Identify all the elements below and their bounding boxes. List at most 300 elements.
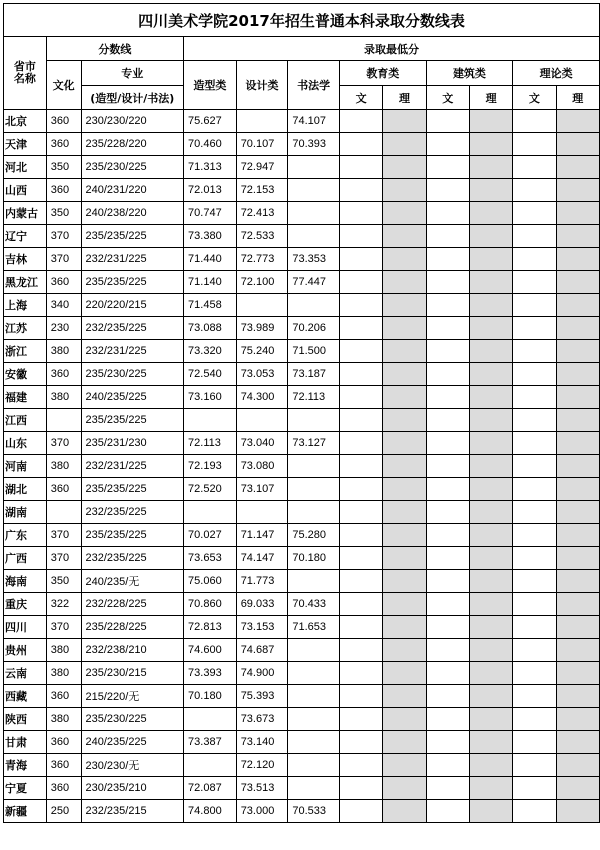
cell-culture: 360	[46, 271, 81, 294]
cell-architecture-arts	[426, 271, 469, 294]
cell-architecture-arts	[426, 777, 469, 800]
cell-modeling: 71.440	[184, 248, 237, 271]
cell-architecture-science	[469, 271, 512, 294]
cell-education-science	[383, 363, 426, 386]
cell-calligraphy: 73.187	[288, 363, 340, 386]
cell-education-arts	[340, 179, 383, 202]
cell-architecture-science	[469, 524, 512, 547]
header-major: 专业	[81, 61, 184, 86]
cell-architecture-arts	[426, 478, 469, 501]
cell-design: 74.147	[236, 547, 288, 570]
cell-modeling: 72.540	[184, 363, 237, 386]
table-row	[4, 639, 600, 662]
table-row	[4, 570, 600, 593]
cell-education-science	[383, 225, 426, 248]
cell-architecture-science	[469, 754, 512, 777]
cell-education-arts	[340, 685, 383, 708]
cell-design: 74.687	[236, 639, 288, 662]
cell-design: 73.989	[236, 317, 288, 340]
cell-architecture-science	[469, 616, 512, 639]
cell-calligraphy	[288, 179, 340, 202]
cell-architecture-science	[469, 432, 512, 455]
cell-education-science	[383, 133, 426, 156]
cell-architecture-science	[469, 593, 512, 616]
cell-culture: 360	[46, 685, 81, 708]
cell-design: 73.053	[236, 363, 288, 386]
cell-architecture-arts	[426, 156, 469, 179]
cell-major: 235/235/225	[81, 524, 184, 547]
header-design: 设计类	[236, 61, 288, 110]
cell-theory-science	[556, 317, 599, 340]
cell-theory-science	[556, 248, 599, 271]
cell-theory-science	[556, 501, 599, 524]
header-culture: 文化	[46, 61, 81, 110]
cell-architecture-arts	[426, 685, 469, 708]
score-table	[3, 3, 600, 823]
cell-theory-science	[556, 731, 599, 754]
cell-province: 北京	[4, 110, 47, 133]
cell-education-arts	[340, 340, 383, 363]
cell-modeling: 73.653	[184, 547, 237, 570]
cell-education-arts	[340, 202, 383, 225]
cell-education-arts	[340, 271, 383, 294]
cell-calligraphy	[288, 731, 340, 754]
cell-theory-arts	[513, 800, 556, 823]
cell-theory-science	[556, 179, 599, 202]
table-body	[4, 110, 600, 823]
cell-theory-arts	[513, 616, 556, 639]
cell-province: 海南	[4, 570, 47, 593]
cell-architecture-arts	[426, 662, 469, 685]
cell-culture: 360	[46, 110, 81, 133]
header-architecture-arts: 文	[426, 86, 469, 110]
cell-design: 73.107	[236, 478, 288, 501]
cell-design	[236, 501, 288, 524]
cell-major: 220/220/215	[81, 294, 184, 317]
cell-province: 青海	[4, 754, 47, 777]
cell-major: 235/231/230	[81, 432, 184, 455]
cell-architecture-science	[469, 409, 512, 432]
cell-culture: 250	[46, 800, 81, 823]
cell-province: 湖南	[4, 501, 47, 524]
cell-province: 黑龙江	[4, 271, 47, 294]
cell-theory-science	[556, 685, 599, 708]
cell-calligraphy: 73.127	[288, 432, 340, 455]
cell-design: 75.240	[236, 340, 288, 363]
cell-design: 73.000	[236, 800, 288, 823]
cell-theory-arts	[513, 524, 556, 547]
cell-education-arts	[340, 662, 383, 685]
cell-theory-arts	[513, 455, 556, 478]
cell-culture: 350	[46, 156, 81, 179]
cell-major: 232/235/225	[81, 317, 184, 340]
header-architecture-science: 理	[469, 86, 512, 110]
cell-design: 74.900	[236, 662, 288, 685]
cell-education-arts	[340, 156, 383, 179]
cell-province: 辽宁	[4, 225, 47, 248]
cell-major: 232/231/225	[81, 248, 184, 271]
table-row	[4, 754, 600, 777]
cell-theory-arts	[513, 110, 556, 133]
cell-education-arts	[340, 432, 383, 455]
cell-theory-science	[556, 593, 599, 616]
cell-theory-science	[556, 800, 599, 823]
cell-design: 72.120	[236, 754, 288, 777]
cell-calligraphy	[288, 639, 340, 662]
cell-theory-science	[556, 340, 599, 363]
cell-education-arts	[340, 547, 383, 570]
cell-theory-arts	[513, 133, 556, 156]
cell-theory-science	[556, 570, 599, 593]
cell-calligraphy	[288, 777, 340, 800]
header-theory: 理论类	[513, 61, 600, 86]
cell-modeling: 71.458	[184, 294, 237, 317]
cell-theory-arts	[513, 202, 556, 225]
cell-education-science	[383, 708, 426, 731]
cell-education-arts	[340, 110, 383, 133]
cell-architecture-arts	[426, 179, 469, 202]
cell-architecture-arts	[426, 570, 469, 593]
cell-calligraphy	[288, 294, 340, 317]
cell-modeling: 73.320	[184, 340, 237, 363]
cell-modeling: 70.747	[184, 202, 237, 225]
cell-education-arts	[340, 777, 383, 800]
cell-modeling: 75.627	[184, 110, 237, 133]
cell-province: 广西	[4, 547, 47, 570]
cell-theory-arts	[513, 501, 556, 524]
cell-architecture-science	[469, 501, 512, 524]
cell-calligraphy: 73.353	[288, 248, 340, 271]
cell-calligraphy	[288, 754, 340, 777]
cell-calligraphy: 70.393	[288, 133, 340, 156]
cell-education-arts	[340, 616, 383, 639]
cell-theory-arts	[513, 294, 556, 317]
cell-major: 235/235/225	[81, 409, 184, 432]
cell-education-science	[383, 156, 426, 179]
cell-theory-arts	[513, 386, 556, 409]
cell-design: 72.100	[236, 271, 288, 294]
cell-culture: 340	[46, 294, 81, 317]
cell-education-arts	[340, 133, 383, 156]
cell-modeling: 72.013	[184, 179, 237, 202]
cell-theory-arts	[513, 156, 556, 179]
cell-theory-science	[556, 777, 599, 800]
cell-design: 72.413	[236, 202, 288, 225]
cell-province: 广东	[4, 524, 47, 547]
cell-province: 贵州	[4, 639, 47, 662]
cell-province: 宁夏	[4, 777, 47, 800]
cell-culture: 380	[46, 708, 81, 731]
header-education-science: 理	[383, 86, 426, 110]
cell-architecture-science	[469, 639, 512, 662]
cell-education-arts	[340, 248, 383, 271]
cell-major: 215/220/无	[81, 685, 184, 708]
cell-province: 甘肃	[4, 731, 47, 754]
cell-theory-arts	[513, 754, 556, 777]
cell-design: 73.673	[236, 708, 288, 731]
cell-design	[236, 409, 288, 432]
cell-architecture-science	[469, 156, 512, 179]
cell-theory-science	[556, 271, 599, 294]
cell-education-arts	[340, 455, 383, 478]
cell-theory-arts	[513, 570, 556, 593]
cell-modeling: 70.860	[184, 593, 237, 616]
cell-modeling: 70.027	[184, 524, 237, 547]
cell-education-arts	[340, 639, 383, 662]
cell-culture: 380	[46, 639, 81, 662]
cell-architecture-science	[469, 478, 512, 501]
cell-architecture-arts	[426, 639, 469, 662]
cell-province: 山东	[4, 432, 47, 455]
cell-architecture-arts	[426, 248, 469, 271]
cell-architecture-arts	[426, 340, 469, 363]
cell-province: 山西	[4, 179, 47, 202]
table-row	[4, 179, 600, 202]
cell-architecture-arts	[426, 455, 469, 478]
cell-education-arts	[340, 225, 383, 248]
cell-major: 232/228/225	[81, 593, 184, 616]
cell-design: 71.773	[236, 570, 288, 593]
cell-calligraphy	[288, 662, 340, 685]
cell-education-science	[383, 317, 426, 340]
cell-architecture-science	[469, 708, 512, 731]
cell-architecture-science	[469, 777, 512, 800]
table-row	[4, 248, 600, 271]
cell-calligraphy: 70.180	[288, 547, 340, 570]
cell-architecture-arts	[426, 501, 469, 524]
header-theory-arts: 文	[513, 86, 556, 110]
table-row	[4, 294, 600, 317]
cell-theory-science	[556, 202, 599, 225]
cell-theory-science	[556, 547, 599, 570]
cell-design: 74.300	[236, 386, 288, 409]
cell-architecture-science	[469, 547, 512, 570]
cell-modeling: 72.193	[184, 455, 237, 478]
cell-major: 230/230/无	[81, 754, 184, 777]
cell-design: 73.153	[236, 616, 288, 639]
cell-education-science	[383, 754, 426, 777]
cell-calligraphy: 70.206	[288, 317, 340, 340]
table-row	[4, 271, 600, 294]
cell-theory-science	[556, 225, 599, 248]
table-row	[4, 340, 600, 363]
cell-major: 235/230/215	[81, 662, 184, 685]
table-row	[4, 110, 600, 133]
cell-province: 河南	[4, 455, 47, 478]
cell-culture: 350	[46, 570, 81, 593]
cell-education-science	[383, 340, 426, 363]
cell-design: 70.107	[236, 133, 288, 156]
cell-modeling: 73.393	[184, 662, 237, 685]
cell-province: 吉林	[4, 248, 47, 271]
cell-architecture-arts	[426, 524, 469, 547]
cell-theory-arts	[513, 731, 556, 754]
cell-architecture-science	[469, 386, 512, 409]
table-row	[4, 777, 600, 800]
cell-calligraphy: 71.500	[288, 340, 340, 363]
cell-architecture-arts	[426, 432, 469, 455]
cell-theory-arts	[513, 409, 556, 432]
cell-culture: 360	[46, 731, 81, 754]
cell-modeling	[184, 501, 237, 524]
cell-modeling: 75.060	[184, 570, 237, 593]
cell-theory-arts	[513, 179, 556, 202]
cell-theory-arts	[513, 317, 556, 340]
cell-province: 福建	[4, 386, 47, 409]
table-row	[4, 202, 600, 225]
cell-theory-science	[556, 639, 599, 662]
cell-province: 浙江	[4, 340, 47, 363]
cell-architecture-arts	[426, 317, 469, 340]
cell-province: 江苏	[4, 317, 47, 340]
cell-major: 230/230/220	[81, 110, 184, 133]
cell-major: 235/235/225	[81, 478, 184, 501]
cell-calligraphy	[288, 570, 340, 593]
table-row	[4, 547, 600, 570]
cell-theory-arts	[513, 685, 556, 708]
cell-architecture-science	[469, 317, 512, 340]
cell-design: 69.033	[236, 593, 288, 616]
cell-education-science	[383, 662, 426, 685]
cell-calligraphy: 70.433	[288, 593, 340, 616]
table-row	[4, 800, 600, 823]
cell-calligraphy: 77.447	[288, 271, 340, 294]
cell-theory-arts	[513, 432, 556, 455]
cell-province: 江西	[4, 409, 47, 432]
table-row	[4, 708, 600, 731]
cell-architecture-arts	[426, 386, 469, 409]
cell-theory-arts	[513, 340, 556, 363]
cell-education-science	[383, 570, 426, 593]
cell-design: 72.533	[236, 225, 288, 248]
cell-design: 72.153	[236, 179, 288, 202]
cell-major: 235/228/225	[81, 616, 184, 639]
cell-calligraphy: 74.107	[288, 110, 340, 133]
cell-design: 73.140	[236, 731, 288, 754]
cell-theory-arts	[513, 777, 556, 800]
cell-education-science	[383, 432, 426, 455]
cell-major: 235/230/225	[81, 156, 184, 179]
cell-major: 232/235/225	[81, 547, 184, 570]
cell-major: 235/235/225	[81, 225, 184, 248]
header-major-sub: (造型/设计/书法)	[81, 86, 184, 110]
cell-province: 河北	[4, 156, 47, 179]
cell-theory-arts	[513, 248, 556, 271]
cell-calligraphy	[288, 685, 340, 708]
cell-calligraphy	[288, 225, 340, 248]
cell-education-science	[383, 616, 426, 639]
cell-theory-arts	[513, 639, 556, 662]
cell-calligraphy	[288, 409, 340, 432]
cell-modeling: 73.160	[184, 386, 237, 409]
cell-modeling	[184, 409, 237, 432]
cell-major: 240/238/220	[81, 202, 184, 225]
cell-culture: 370	[46, 248, 81, 271]
cell-theory-science	[556, 156, 599, 179]
cell-theory-arts	[513, 225, 556, 248]
cell-province: 新疆	[4, 800, 47, 823]
cell-architecture-arts	[426, 708, 469, 731]
cell-culture: 360	[46, 133, 81, 156]
table-row	[4, 593, 600, 616]
table-row	[4, 685, 600, 708]
header-education: 教育类	[340, 61, 427, 86]
score-table-sheet	[3, 3, 600, 823]
cell-modeling: 72.113	[184, 432, 237, 455]
cell-architecture-science	[469, 570, 512, 593]
cell-theory-arts	[513, 547, 556, 570]
cell-major: 232/231/225	[81, 455, 184, 478]
table-row	[4, 478, 600, 501]
cell-major: 232/238/210	[81, 639, 184, 662]
header-score-line: 分数线	[46, 37, 183, 61]
cell-culture: 370	[46, 547, 81, 570]
cell-theory-arts	[513, 271, 556, 294]
cell-education-science	[383, 271, 426, 294]
cell-culture: 360	[46, 754, 81, 777]
cell-calligraphy	[288, 708, 340, 731]
cell-architecture-arts	[426, 593, 469, 616]
cell-education-arts	[340, 524, 383, 547]
cell-modeling: 73.088	[184, 317, 237, 340]
table-row	[4, 156, 600, 179]
cell-design: 73.040	[236, 432, 288, 455]
cell-modeling	[184, 708, 237, 731]
cell-architecture-arts	[426, 754, 469, 777]
cell-theory-science	[556, 409, 599, 432]
cell-education-science	[383, 731, 426, 754]
cell-major: 240/231/220	[81, 179, 184, 202]
cell-design: 72.773	[236, 248, 288, 271]
cell-modeling: 71.313	[184, 156, 237, 179]
table-row	[4, 363, 600, 386]
cell-culture: 322	[46, 593, 81, 616]
cell-major: 230/235/210	[81, 777, 184, 800]
cell-culture: 380	[46, 662, 81, 685]
cell-theory-arts	[513, 708, 556, 731]
cell-design: 71.147	[236, 524, 288, 547]
cell-modeling: 70.180	[184, 685, 237, 708]
cell-calligraphy	[288, 478, 340, 501]
cell-theory-arts	[513, 662, 556, 685]
cell-education-arts	[340, 593, 383, 616]
cell-architecture-science	[469, 455, 512, 478]
cell-education-science	[383, 547, 426, 570]
cell-education-science	[383, 639, 426, 662]
cell-culture: 360	[46, 777, 81, 800]
cell-design: 73.513	[236, 777, 288, 800]
table-row	[4, 455, 600, 478]
cell-major: 232/231/225	[81, 340, 184, 363]
cell-theory-science	[556, 455, 599, 478]
cell-education-arts	[340, 386, 383, 409]
cell-architecture-science	[469, 685, 512, 708]
cell-calligraphy: 70.533	[288, 800, 340, 823]
cell-theory-science	[556, 524, 599, 547]
cell-theory-arts	[513, 593, 556, 616]
cell-education-science	[383, 294, 426, 317]
table-row	[4, 386, 600, 409]
cell-education-arts	[340, 570, 383, 593]
cell-modeling: 74.800	[184, 800, 237, 823]
cell-theory-science	[556, 478, 599, 501]
cell-major: 240/235/225	[81, 386, 184, 409]
cell-design: 73.080	[236, 455, 288, 478]
cell-architecture-arts	[426, 800, 469, 823]
header-min-admission: 录取最低分	[184, 37, 600, 61]
cell-education-science	[383, 593, 426, 616]
cell-education-arts	[340, 363, 383, 386]
